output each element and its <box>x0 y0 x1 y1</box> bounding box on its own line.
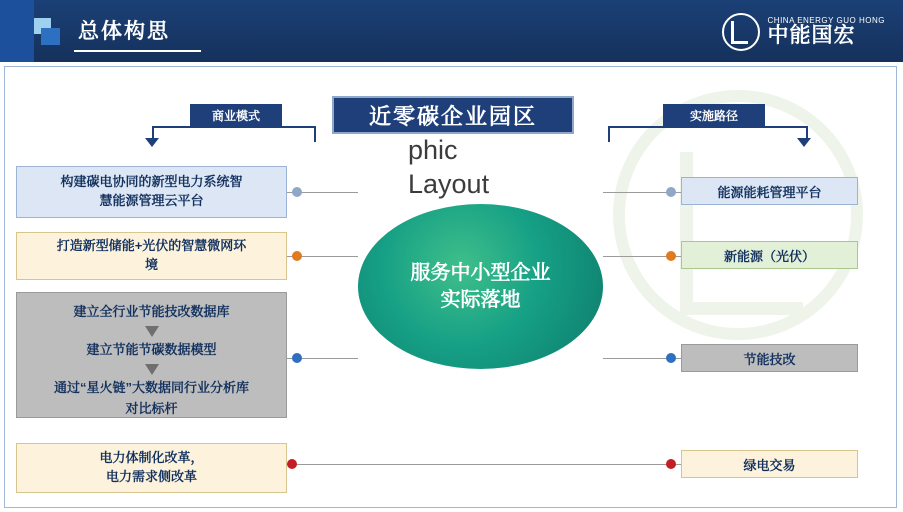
page-title: 总体构思 <box>78 20 170 43</box>
connector-dot-left-1 <box>292 187 302 197</box>
right-box-1[interactable]: 能源能耗管理平台 <box>681 177 858 205</box>
title-underline <box>74 50 201 52</box>
left-box-4[interactable] <box>16 443 287 493</box>
right-box-4[interactable]: 绿电交易 <box>681 450 858 478</box>
placeholder-line-1: phic <box>408 135 458 165</box>
left-box-4-line-1: 电力体制化改革， <box>99 450 204 466</box>
left-box-3-line-2: 建立节能节碳数据模型 <box>86 341 217 357</box>
bracket-right <box>608 126 808 142</box>
left-box-2[interactable] <box>16 232 287 280</box>
left-box-4-line-2: 电力需求侧改革 <box>105 469 197 484</box>
bracket-left <box>152 126 316 142</box>
tag-business-model: 商业模式 <box>190 104 282 126</box>
connector-dot-right-4 <box>666 459 676 469</box>
down-arrow-icon-1 <box>145 326 159 337</box>
connector-dot-right-3 <box>666 353 676 363</box>
left-box-1[interactable] <box>16 166 287 218</box>
arrow-right-icon <box>797 138 811 147</box>
connector-dot-left-3 <box>292 353 302 363</box>
left-box-1-line-2: 慧能源管理云平台 <box>99 193 204 208</box>
left-box-2-line-1: 打造新型储能+光伏的智慧微网环 <box>56 238 247 254</box>
left-box-3-line-1: 建立全行业节能技改数据库 <box>73 304 230 319</box>
connector-dot-right-2 <box>666 251 676 261</box>
connector-dot-left-2 <box>292 251 302 261</box>
logo-chinese-name: 中能国宏 <box>767 24 856 48</box>
left-box-3-line-3a: 通过“星火链”大数据同行业分析库 <box>53 379 249 395</box>
diagram-center-ellipse <box>358 204 603 369</box>
down-arrow-icon-2 <box>145 364 159 375</box>
tag-implementation-path: 实施路径 <box>663 104 765 126</box>
right-box-2[interactable]: 新能源（光伏） <box>681 241 858 269</box>
logo-text <box>768 17 885 47</box>
left-box-3-line-3b: 对比标杆 <box>125 400 178 416</box>
diagram-center-title: 近零碳企业园区 <box>332 96 574 134</box>
connector-dot-left-4 <box>287 459 297 469</box>
left-box-2-line-2: 境 <box>144 257 158 272</box>
arrow-left-icon <box>145 138 159 147</box>
logo-english-name: CHINA ENERGY GUO HONG <box>767 15 885 25</box>
header-square-dark <box>41 28 60 45</box>
header-square-icon <box>34 18 68 46</box>
slide-header <box>0 0 903 62</box>
connector-dot-right-1 <box>666 187 676 197</box>
logo-mark-icon <box>722 13 760 51</box>
placeholder-line-2: Layout <box>408 168 490 199</box>
connector-left-4 <box>287 464 681 465</box>
left-box-1-line-1: 构建碳电协同的新型电力系统智 <box>60 174 243 190</box>
company-logo <box>722 12 885 52</box>
right-box-3[interactable]: 节能技改 <box>681 344 858 372</box>
left-box-3[interactable] <box>16 292 287 418</box>
ellipse-line-2: 实际落地 <box>440 288 521 311</box>
ellipse-line-1: 服务中小型企业 <box>410 261 551 284</box>
placeholder-text <box>408 134 489 202</box>
header-accent-bar <box>0 0 34 62</box>
